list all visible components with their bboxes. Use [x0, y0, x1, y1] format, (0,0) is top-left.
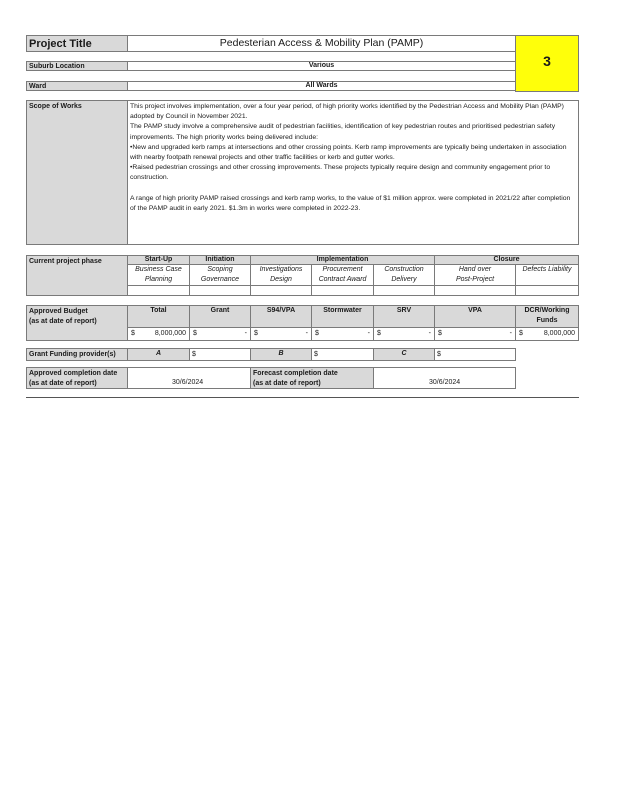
- budget-vpa: $ -: [434, 327, 516, 341]
- phase-indicator-2: [189, 285, 251, 296]
- phase-handover: Hand over Post-Project: [434, 264, 516, 286]
- budget-dcr: $ 8,000,000: [515, 327, 579, 341]
- phase-indicator-5: [373, 285, 435, 296]
- scope-bullet-2: •Raised pedestrian crossings and other crossing improvements. These projects typically require design and community engagement prior to construction.: [130, 164, 551, 182]
- grant-provider-b: B: [250, 348, 312, 361]
- phase-construction: Construction Delivery: [373, 264, 435, 286]
- phase-defects-liability: Defects Liability: [515, 264, 579, 286]
- project-number: 3: [543, 53, 551, 69]
- phase-group-startup: Start-Up: [127, 255, 190, 265]
- ward-value: All Wards: [127, 81, 516, 91]
- project-title-label: Project Title: [26, 35, 128, 52]
- phase-group-initiation: Initiation: [189, 255, 251, 265]
- budget-header-stormwater: Stormwater: [311, 305, 374, 328]
- phase-indicator-3: [250, 285, 312, 296]
- phase-business-case: Business Case Planning: [127, 264, 190, 286]
- grant-amount-a: $: [189, 348, 251, 361]
- phase-indicator-7: [515, 285, 579, 296]
- phase-indicator-4: [311, 285, 374, 296]
- approved-completion-date: 30/6/2024: [172, 379, 204, 386]
- scope-paragraph-1: This project involves implementation, over a four year period, of high priority works identified by the Pedestrian Access and Mobility Plan (PAMP) adopted by Council in November 2021.: [130, 103, 564, 121]
- grant-amount-b: $: [311, 348, 374, 361]
- phase-indicator-6: [434, 285, 516, 296]
- forecast-completion-cell: [373, 367, 516, 389]
- phase-scoping: Scoping Governance: [189, 264, 251, 286]
- budget-header-vpa: VPA: [434, 305, 516, 328]
- budget-grant: $ -: [189, 327, 251, 341]
- approved-completion-label: Approved completion date (as at date of report): [26, 367, 128, 389]
- budget-header-total: Total: [127, 305, 190, 328]
- budget-s94: $ -: [250, 327, 312, 341]
- phase-investigations: Investigations Design: [250, 264, 312, 286]
- budget-label: Approved Budget (as at date of report): [26, 305, 128, 341]
- grant-label: Grant Funding provider(s): [26, 348, 128, 361]
- suburb-label: Suburb Location: [26, 61, 128, 71]
- suburb-value: Various: [127, 61, 516, 71]
- forecast-completion-label: Forecast completion date (as at date of report): [250, 367, 374, 389]
- project-title-value: Pedesterian Access & Mobility Plan (PAMP): [127, 35, 516, 52]
- phase-indicator-1: [127, 285, 190, 296]
- budget-header-dcr: DCR/Working Funds: [515, 305, 579, 328]
- budget-stormwater: $ -: [311, 327, 374, 341]
- grant-provider-c: C: [373, 348, 435, 361]
- budget-header-srv: SRV: [373, 305, 435, 328]
- approved-completion-cell: [127, 367, 251, 389]
- scope-bullet-1: •New and upgraded kerb ramps at intersections and other crossing points. Kerb ramp improvements are typically being undertaken in association with nearby footpath renewal projects and other traffic facilities or kerb and gutter works.: [130, 143, 567, 162]
- budget-header-s94: S94/VPA: [250, 305, 312, 328]
- grant-provider-a: A: [127, 348, 190, 361]
- scope-paragraph-5: A range of high priority PAMP raised crossings and kerb ramp works, to the value of $1 million approx. were completed in 2021/22 after completion of the PAMP audit in early 2021. $1.3m in works were completed in 2022-23.: [130, 194, 571, 212]
- scope-label: Scope of Works: [26, 100, 128, 245]
- phase-group-implementation: Implementation: [250, 255, 435, 265]
- project-number-box: [515, 35, 579, 92]
- phase-procurement: Procurement Contract Award: [311, 264, 374, 286]
- bottom-divider: [26, 397, 579, 398]
- ward-label: Ward: [26, 81, 128, 91]
- phase-label: Current project phase: [26, 255, 128, 296]
- budget-total: $ 8,000,000: [127, 327, 190, 341]
- phase-group-closure: Closure: [434, 255, 579, 265]
- budget-header-grant: Grant: [189, 305, 251, 328]
- scope-paragraph-2: The PAMP study involve a comprehensive audit of pedestrian facilities, identification of key pedestrian routes and prioritised pedestrian safety improvements. The high priority works being delivered include:: [130, 123, 556, 141]
- forecast-completion-date: 30/6/2024: [429, 379, 461, 386]
- budget-srv: $ -: [373, 327, 435, 341]
- scope-text: [127, 100, 579, 245]
- grant-amount-c: $: [434, 348, 516, 361]
